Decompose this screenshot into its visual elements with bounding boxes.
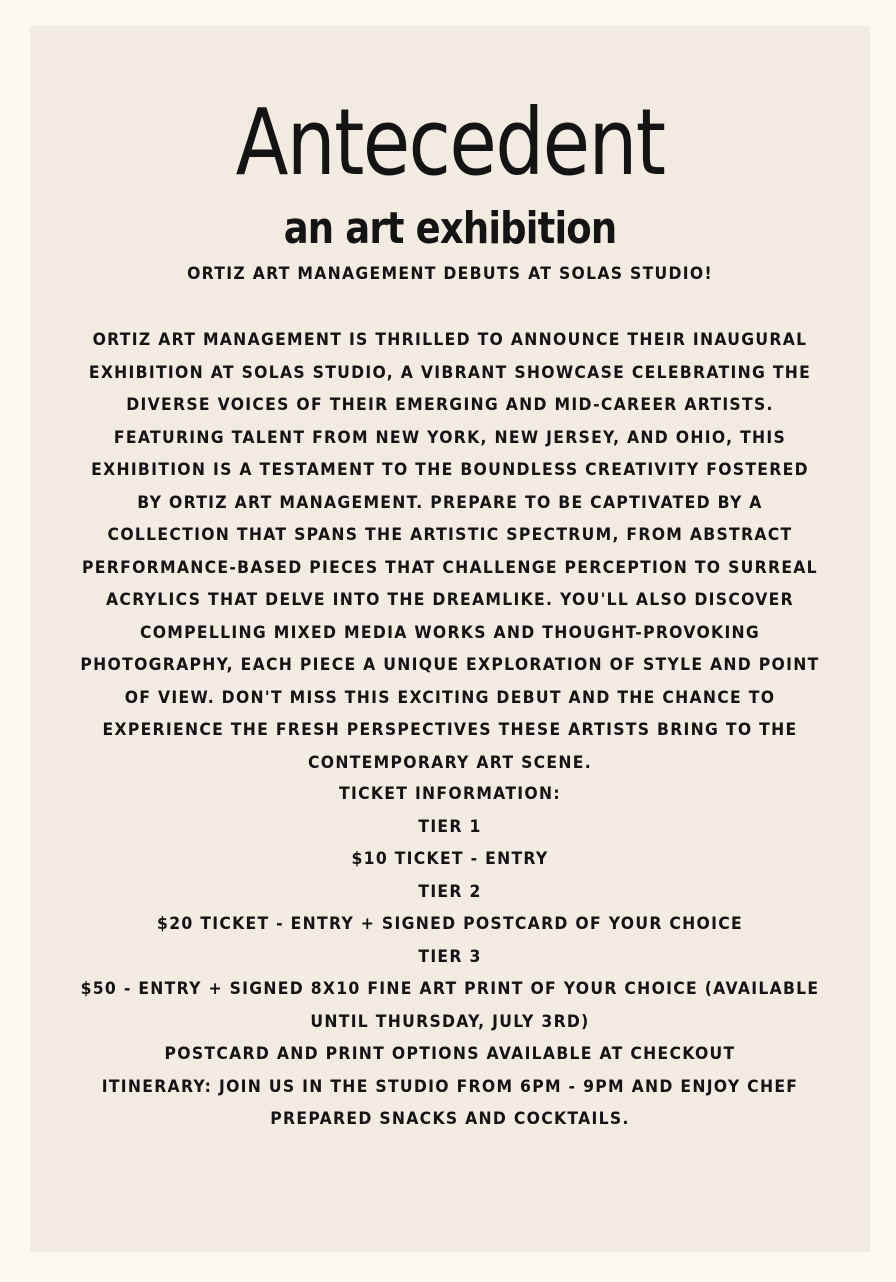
exhibition-description: ORTIZ ART MANAGEMENT IS THRILLED TO ANNOUNCE THEIR INAUGURAL EXHIBITION AT SOLAS STUDIO, A VIBRANT SHOWCASE CELEBRATING THE DIVERSE VOICES OF THEIR EMERGING AND MID-CAREER ARTISTS. FEATURING TALENT FROM NEW YORK, NEW JERSEY, AND OHIO, THIS EXHIBITION IS A TESTAMENT TO THE BOUNDLESS CREATIVITY FOSTERED BY ORTIZ ART MANAGEMENT. PREPARE TO BE CAPTIVATED BY A COLLECTION THAT SPANS THE ARTISTIC SPECTRUM, FROM ABSTRACT PERFORMANCE-BASED PIECES THAT CHALLENGE PERCEPTION TO SURREAL ACRYLICS THAT DELVE INTO THE DREAMLIKE. YOU'LL ALSO DISCOVER COMPELLING MIXED MEDIA WORKS AND THOUGHT-PROVOKING PHOTOGRAPHY, EACH PIECE A UNIQUE EXPLORATION OF STYLE AND POINT OF VIEW. DON'T MISS THIS EXCITING DEBUT AND THE CHANCE TO EXPERIENCE THE FRESH PERSPECTIVES THESE ARTISTS BRING TO THE CONTEMPORARY ART SCENE. [80,330,820,773]
exhibition-poster [30,26,870,1252]
tier-1-detail: $10 TICKET - ENTRY [351,849,549,869]
tier-3-label: TIER 3 [418,946,482,967]
tier-2-label: TIER 2 [418,881,482,902]
ticket-heading: TICKET INFORMATION: [339,784,561,804]
tier-1-label: TIER 1 [418,816,482,837]
checkout-options-note: POSTCARD AND PRINT OPTIONS AVAILABLE AT CHECKOUT [164,1044,736,1064]
tier-3-detail: $50 - ENTRY + SIGNED 8X10 FINE ART PRINT OF YOUR CHOICE (AVAILABLE UNTIL THURSDAY, JULY 3RD) [80,979,820,1032]
itinerary: ITINERARY: JOIN US IN THE STUDIO FROM 6PM - 9PM AND ENJOY CHEF PREPARED SNACKS AND COCKTAILS. [101,1076,799,1129]
ticket-information [76,778,823,1136]
tier-2-detail: $20 TICKET - ENTRY + SIGNED POSTCARD OF YOUR CHOICE [157,914,743,934]
poster-subtitle: an art exhibition [283,203,617,254]
poster-tagline: ORTIZ ART MANAGEMENT DEBUTS AT SOLAS STUDIO! [187,264,713,284]
poster-title: Antecedent [235,89,665,196]
